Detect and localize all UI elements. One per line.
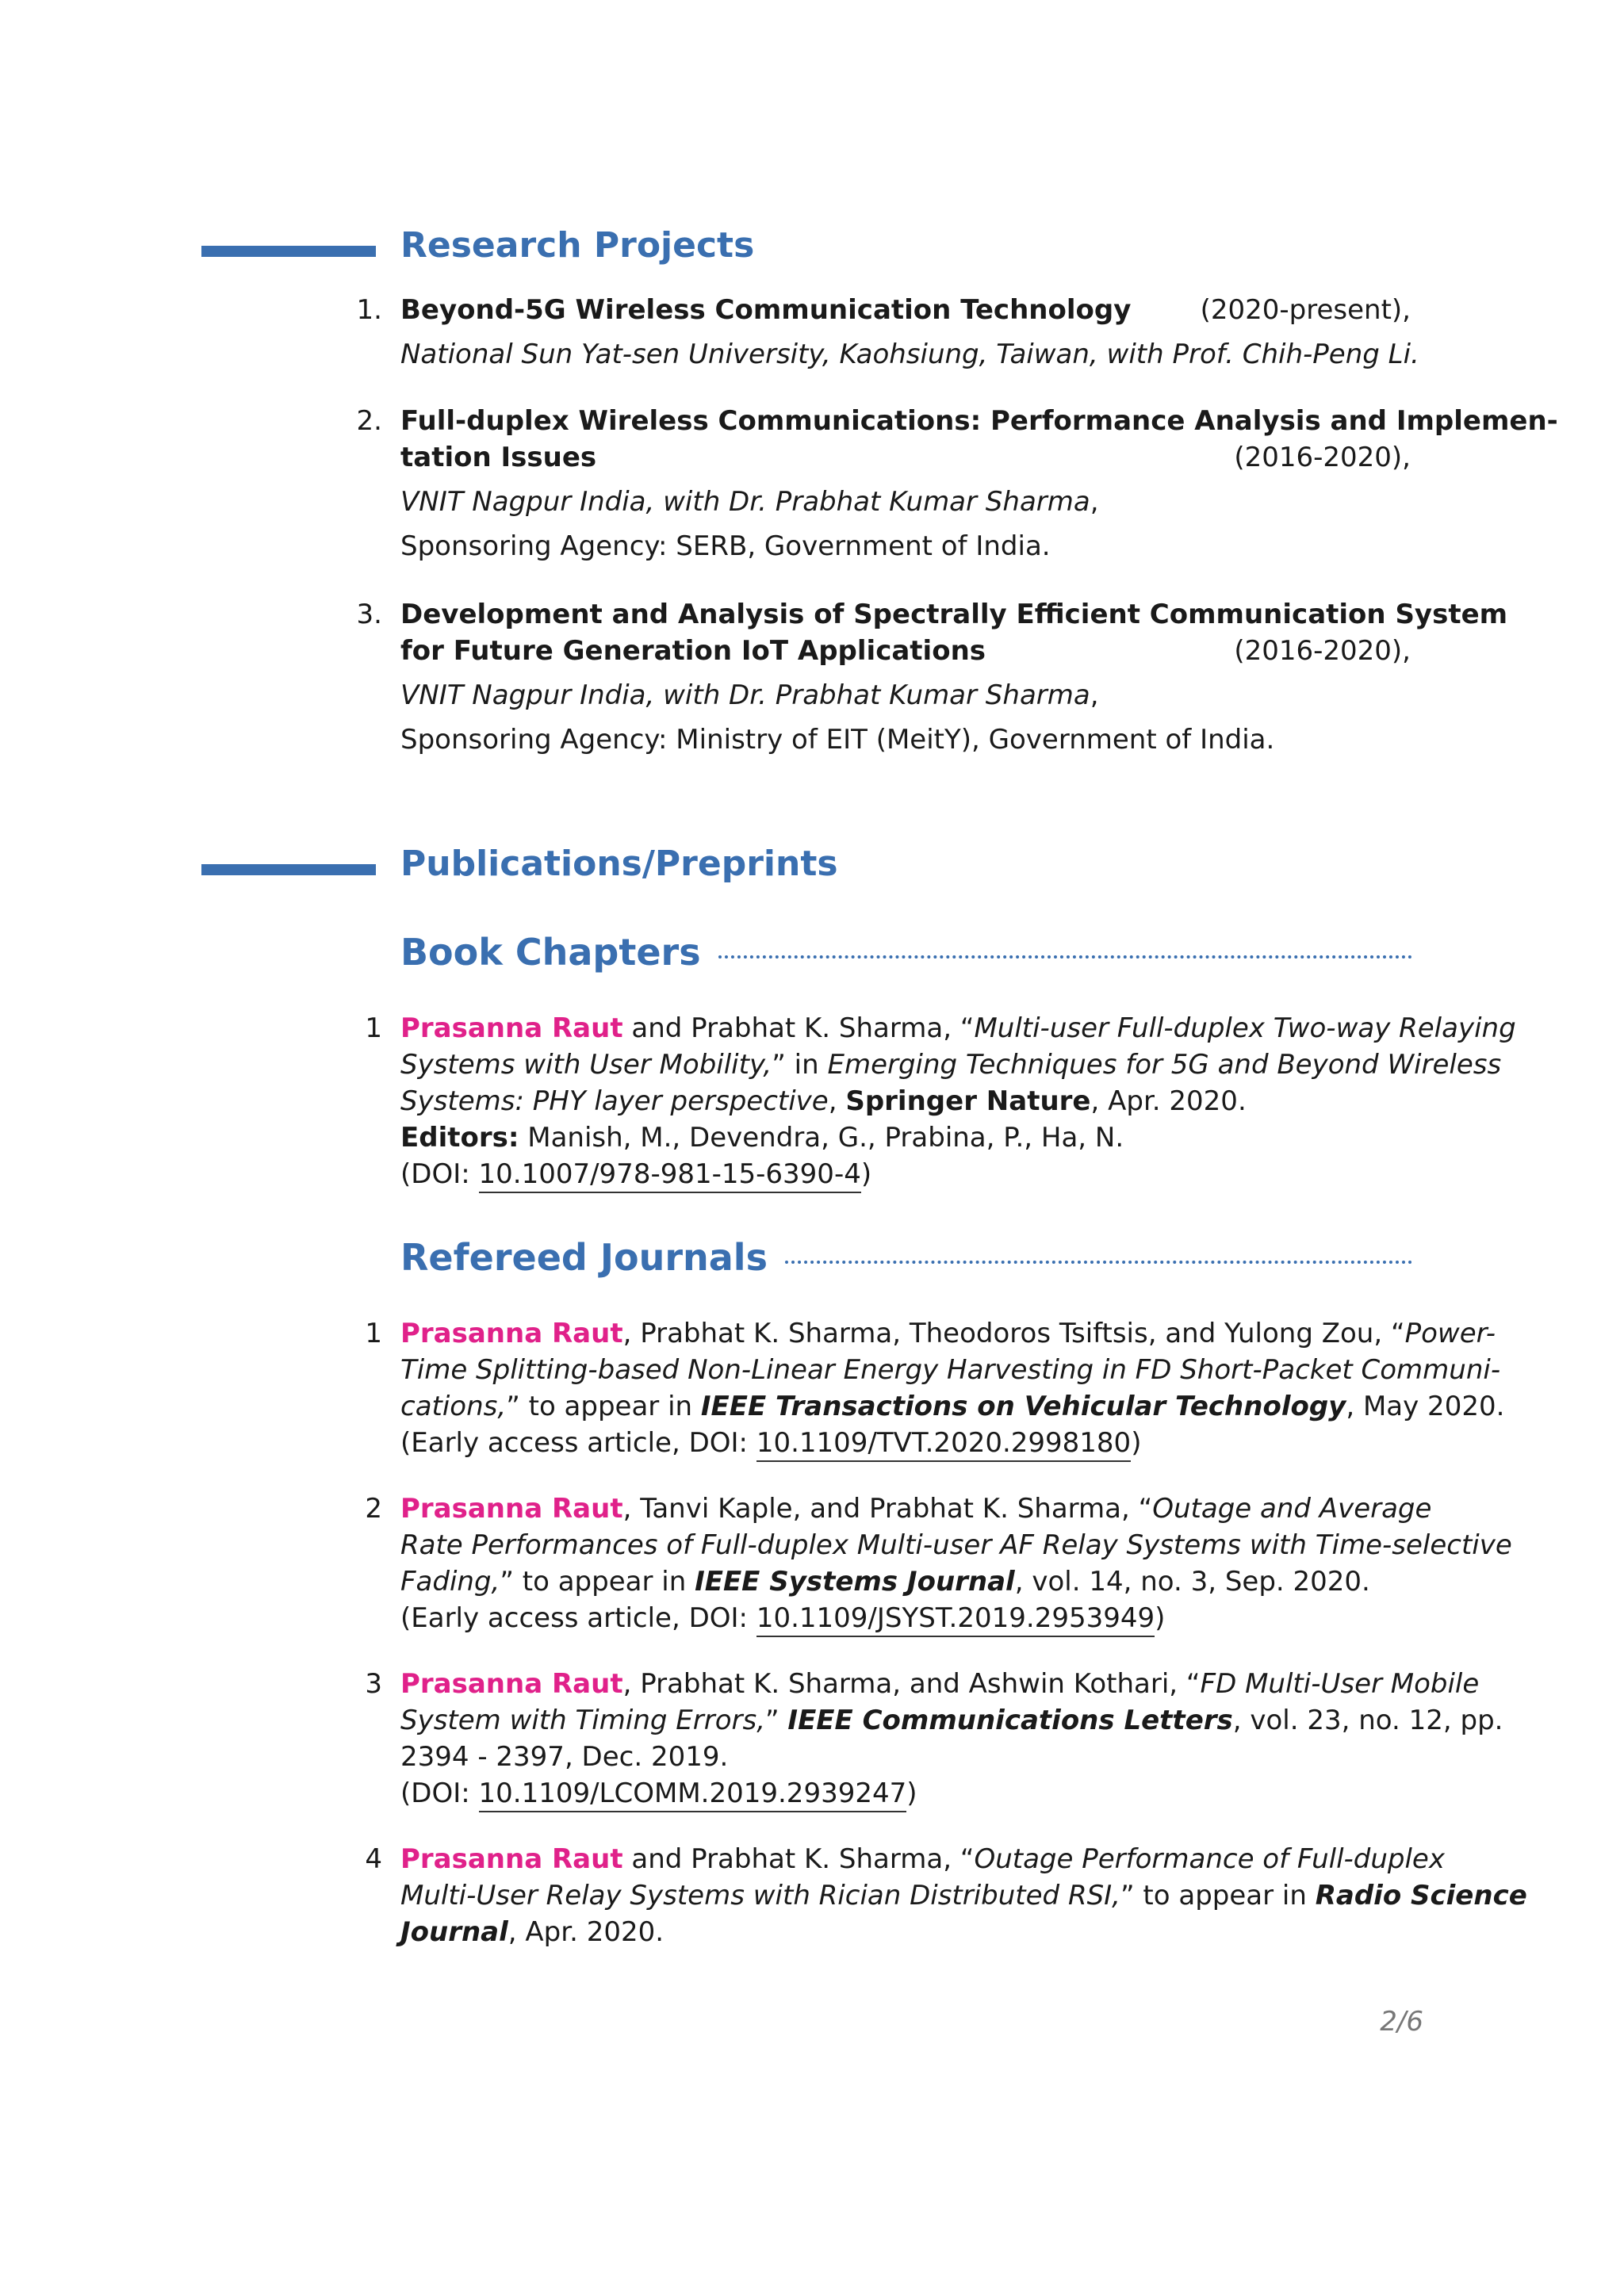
section-title: Research Projects xyxy=(400,225,755,266)
project-title-cont: tation Issues xyxy=(400,442,597,473)
paper-title: Outage Performance of Full-duplex xyxy=(974,1843,1445,1875)
text: , May 2020. xyxy=(1346,1391,1505,1422)
paper-title: Outage and Average xyxy=(1152,1493,1432,1525)
author-name: Prasanna Raut xyxy=(400,1843,623,1875)
text: ” to appear in xyxy=(1120,1880,1316,1911)
text: , Tanvi Kaple, and Prabhat K. Sharma, “ xyxy=(622,1493,1153,1525)
project-detail: VNIT Nagpur India, with Dr. Prabhat Kumar Sharma xyxy=(400,679,1090,711)
item-number: 1. xyxy=(356,294,382,326)
project-title: Beyond-5G Wireless Communication Technology xyxy=(400,294,1132,326)
author-name: Prasanna Raut xyxy=(400,1318,623,1349)
section-bar xyxy=(201,864,376,875)
item-number: 3. xyxy=(356,599,382,630)
paper-title: Multi-User Relay Systems with Rician Distributed RSI, xyxy=(400,1880,1120,1911)
author-name: Prasanna Raut xyxy=(400,1493,623,1525)
section-title: Publications/Preprints xyxy=(400,844,838,884)
text: , Apr. 2020. xyxy=(1090,1085,1247,1117)
journal-name: IEEE Systems Journal xyxy=(695,1566,1015,1598)
project-sponsor: Sponsoring Agency: Ministry of EIT (MeitY), Government of India. xyxy=(400,724,1275,756)
doi-link[interactable]: 10.1109/TVT.2020.2998180 xyxy=(756,1427,1131,1462)
paper-title: Fading, xyxy=(400,1566,500,1598)
journal-name: IEEE Communications Letters xyxy=(787,1705,1233,1736)
item-number: 1 xyxy=(365,1318,382,1349)
item-number: 3 xyxy=(365,1668,382,1700)
editors-label: Editors: xyxy=(400,1122,519,1154)
text: ) xyxy=(1131,1427,1142,1459)
text: ) xyxy=(906,1777,917,1809)
text: (Early access article, DOI: xyxy=(400,1427,756,1459)
project-title-cont: for Future Generation IoT Applications xyxy=(400,635,986,667)
paper-title: FD Multi-User Mobile xyxy=(1200,1668,1480,1700)
text: ” xyxy=(765,1705,788,1736)
project-detail: National Sun Yat-sen University, Kaohsiung, Taiwan, with Prof. Chih-Peng Li. xyxy=(400,339,1419,370)
punctuation: , xyxy=(1090,486,1099,518)
project-sponsor: Sponsoring Agency: SERB, Government of India. xyxy=(400,530,1051,562)
journal-name: Radio Science xyxy=(1315,1880,1527,1911)
subsection-title: Book Chapters xyxy=(400,931,701,974)
text: ” in xyxy=(772,1049,828,1081)
book-chapters-heading xyxy=(400,931,1412,974)
journal-name: IEEE Transactions on Vehicular Technology xyxy=(700,1391,1346,1422)
author-name: Prasanna Raut xyxy=(400,1668,623,1700)
text: ” to appear in xyxy=(500,1566,695,1598)
dotted-leader xyxy=(718,955,1412,959)
book-title: Systems: PHY layer perspective xyxy=(400,1085,829,1117)
item-number: 1 xyxy=(365,1012,382,1044)
project-title: Full-duplex Wireless Communications: Performance Analysis and Implemen- xyxy=(400,405,1558,437)
subsection-title: Refereed Journals xyxy=(400,1236,768,1279)
text: and Prabhat K. Sharma, “ xyxy=(622,1012,975,1044)
publisher: Springer Nature xyxy=(845,1085,1091,1117)
paper-title: Power- xyxy=(1404,1318,1496,1349)
paper-title: cations, xyxy=(400,1391,507,1422)
doi-link[interactable]: 10.1109/LCOMM.2019.2939247 xyxy=(479,1777,907,1812)
text: ) xyxy=(1155,1602,1166,1634)
text: , Apr. 2020. xyxy=(508,1916,665,1948)
refereed-journals-heading xyxy=(400,1236,1412,1279)
punctuation: , xyxy=(1090,679,1099,711)
paper-title: Rate Performances of Full-duplex Multi-user AF Relay Systems with Time-selective xyxy=(400,1529,1512,1561)
dotted-leader xyxy=(785,1261,1412,1264)
text: , Prabhat K. Sharma, and Ashwin Kothari, “ xyxy=(622,1668,1201,1700)
page-number: 2/6 xyxy=(1380,2006,1423,2038)
project-period: (2020-present), xyxy=(1200,294,1411,326)
book-title: Emerging Techniques for 5G and Beyond Wireless xyxy=(827,1049,1502,1081)
paper-title: Time Splitting-based Non-Linear Energy Harvesting in FD Short-Packet Communi- xyxy=(400,1354,1501,1386)
section-bar xyxy=(201,246,376,257)
text: ” to appear in xyxy=(506,1391,701,1422)
paper-title: System with Timing Errors, xyxy=(400,1705,765,1736)
text: ) xyxy=(860,1158,872,1190)
project-period: (2016-2020), xyxy=(1234,442,1411,473)
text: (Early access article, DOI: xyxy=(400,1602,756,1634)
text: and Prabhat K. Sharma, “ xyxy=(622,1843,975,1875)
item-number: 2 xyxy=(365,1493,382,1525)
doi-link[interactable]: 10.1109/JSYST.2019.2953949 xyxy=(756,1602,1155,1637)
paper-title: Systems with User Mobility, xyxy=(400,1049,772,1081)
project-period: (2016-2020), xyxy=(1234,635,1411,667)
pages-date: 2394 - 2397, Dec. 2019. xyxy=(400,1741,729,1773)
text: (DOI: xyxy=(400,1777,479,1809)
text: , xyxy=(828,1085,846,1117)
text: , Prabhat K. Sharma, Theodoros Tsiftsis, and Yulong Zou, “ xyxy=(622,1318,1405,1349)
text: , vol. 23, no. 12, pp. xyxy=(1232,1705,1503,1736)
text: (DOI: xyxy=(400,1158,479,1190)
item-number: 2. xyxy=(356,405,382,437)
journal-name: Journal xyxy=(400,1916,508,1948)
item-number: 4 xyxy=(365,1843,382,1875)
author-name: Prasanna Raut xyxy=(400,1012,623,1044)
project-title: Development and Analysis of Spectrally Efficient Communication System xyxy=(400,599,1508,630)
editors: Manish, M., Devendra, G., Prabina, P., Ha, N. xyxy=(519,1122,1124,1154)
doi-link[interactable]: 10.1007/978-981-15-6390-4 xyxy=(479,1158,861,1193)
paper-title: Multi-user Full-duplex Two-way Relaying xyxy=(974,1012,1516,1044)
text: , vol. 14, no. 3, Sep. 2020. xyxy=(1014,1566,1370,1598)
project-detail: VNIT Nagpur India, with Dr. Prabhat Kumar Sharma xyxy=(400,486,1090,518)
